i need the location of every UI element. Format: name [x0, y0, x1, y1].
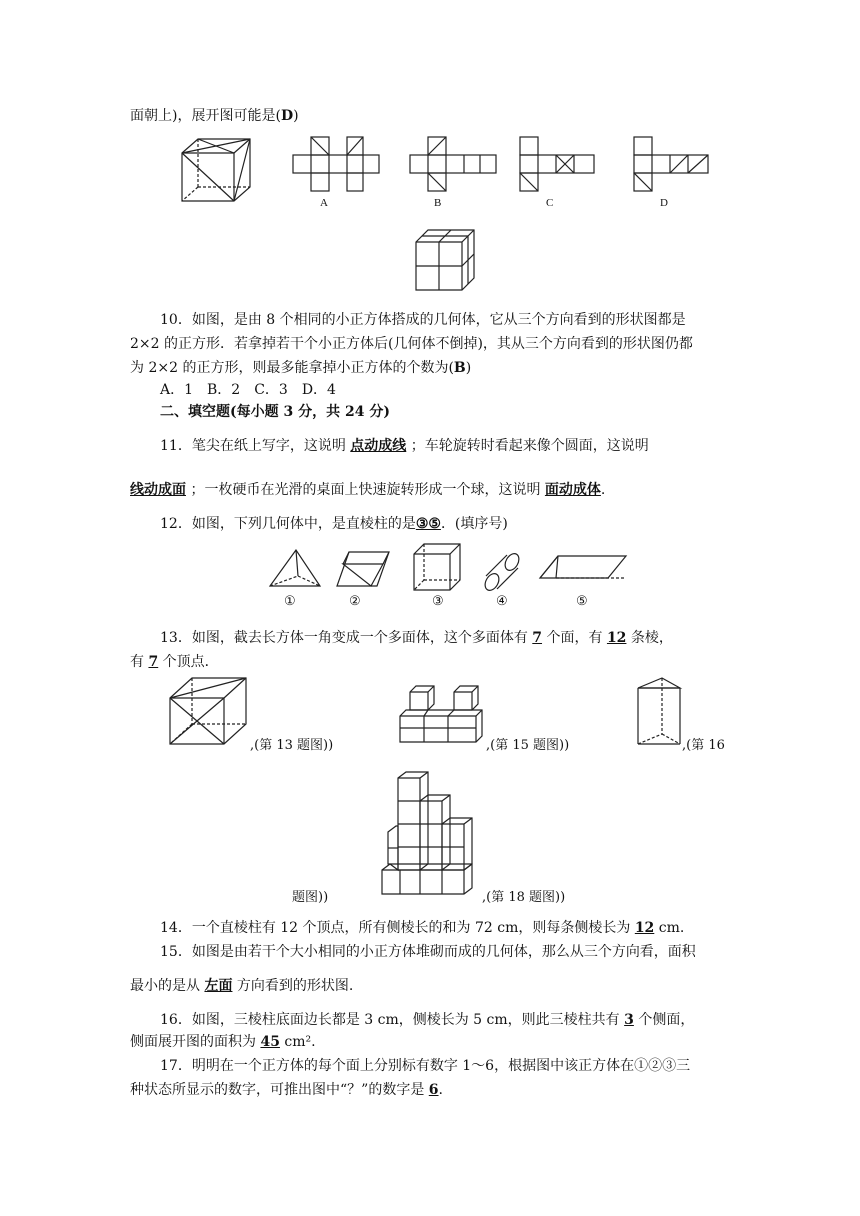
q16-line2 [130, 1032, 316, 1052]
q16-answer-area: 45 [260, 1034, 280, 1050]
q15-answer: 左面 [204, 978, 233, 994]
q10-answer: B [453, 360, 466, 376]
q11-mid2: ；一枚硬币在光滑的桌面上快速旋转形成一个球，这说明 [190, 482, 541, 498]
q12-label-4: ④ [496, 594, 508, 609]
q16-line2-pre: 侧面展开图的面积为 [130, 1034, 256, 1050]
q11-answer-2: 线动成面 [130, 482, 186, 498]
q9-cube-figure [178, 135, 258, 205]
q12-oblique-prism [333, 548, 393, 590]
q15-figure [398, 680, 488, 746]
q17-line2-pre: 种状态所显示的数字，可推出图中“？”的数字是 [130, 1082, 425, 1098]
q15-line1: 15．如图是由若干个大小相同的小正方体堆砌而成的几何体，那么从三个方向看，面积 [160, 944, 696, 960]
section2-heading: 二、填空题(每小题 3 分，共 24 分) [160, 404, 390, 420]
q18-caption: ,(第 18 题图)) [482, 890, 566, 905]
q15-line2-pre: 最小的是从 [130, 978, 200, 994]
q11-answer-3: 面动成体 [544, 482, 601, 498]
q9-answer: D [280, 108, 294, 124]
q16-line1 [160, 1010, 694, 1030]
q14-line [160, 918, 684, 938]
q9-net-b [408, 135, 498, 195]
q10-line1: 10．如图，是由 8 个相同的小正方体搭成的几何体，它从三个方向看到的形状图都是 [160, 312, 686, 328]
q15-line2 [130, 976, 353, 996]
q11-pre: 11．笔尖在纸上写字，这说明 [160, 438, 346, 454]
q12-post: ．(填序号) [440, 516, 508, 532]
q9-label-d: D [660, 197, 668, 209]
q11-end: . [600, 482, 606, 498]
q16-pre: 16．如图，三棱柱底面边长都是 3 cm，侧棱长为 5 cm，则此三棱柱共有 [160, 1012, 620, 1028]
q14-pre: 14．一个直棱柱有 12 个顶点，所有侧棱长的和为 72 cm，则每条侧棱长为 [160, 920, 631, 936]
q10-choices: A．1 B．2 C．3 D．4 [160, 382, 336, 398]
q12-label-1: ① [284, 594, 296, 609]
q9-tail-text: 面朝上)，展开图可能是( [130, 108, 281, 124]
q11-line2 [130, 480, 605, 500]
q17-line2 [130, 1080, 443, 1100]
q13-caption: ,(第 13 题图)) [250, 738, 334, 753]
q10-line3-pre: 为 2×2 的正方形，则最多能拿掉小正方体的个数为( [130, 360, 454, 376]
q16-caption-b: 题图)) [292, 890, 329, 905]
q13-line2-pre: 有 [130, 654, 144, 670]
q13-mid: 个面，有 [546, 630, 603, 646]
q14-post: cm. [658, 920, 685, 936]
q17-line1: 17．明明在一个正方体的每个面上分别标有数字 1～6，根据图中该正方体在①②③三 [160, 1058, 691, 1074]
q10-cube-figure [414, 228, 478, 294]
q12-cylinder [482, 552, 522, 592]
q10-line3 [130, 358, 471, 378]
q16-caption-a: ,(第 16 [682, 738, 725, 753]
q12-right-prism [412, 542, 464, 592]
q9-close: ) [293, 108, 299, 124]
q12-label-2: ② [349, 594, 361, 609]
q16-mid: 个侧面， [638, 1012, 695, 1028]
q11-answer-1: 点动成线 [350, 438, 407, 454]
q12-line [160, 514, 508, 534]
q13-line2-post: 个顶点． [162, 654, 219, 670]
q13-line1 [160, 628, 673, 648]
q16-line2-post: cm². [284, 1034, 316, 1050]
q9-net-d [632, 135, 712, 195]
q13-figure [166, 676, 250, 748]
q12-answer: ③⑤ [415, 516, 441, 532]
q9-net-c [518, 135, 598, 195]
q9-net-a [291, 135, 381, 195]
q9-label-b: B [434, 197, 442, 209]
q18-figure [380, 770, 480, 898]
q14-answer: 12 [634, 920, 655, 936]
q17-line2-post: . [438, 1082, 443, 1098]
q13-pre: 13．如图，截去长方体一角变成一个多面体，这个多面体有 [160, 630, 528, 646]
q13-mid2: 条棱， [630, 630, 673, 646]
q15-line2-post: 方向看到的形状图. [236, 978, 354, 994]
q11-line1 [160, 436, 649, 456]
q12-triangular-prism [538, 552, 630, 582]
q17-answer: 6 [428, 1082, 439, 1098]
q11-mid: ；车轮旋转时看起来像个圆面，这说明 [410, 438, 649, 454]
q12-label-5: ⑤ [576, 594, 588, 609]
q16-figure [636, 676, 684, 748]
q12-pyramid [268, 548, 324, 590]
q9-label-c: C [546, 197, 554, 209]
q10-line3-post: ) [465, 360, 472, 376]
q13-line2 [130, 652, 219, 672]
q15-caption: ,(第 15 题图)) [486, 738, 570, 753]
q9-label-a: A [320, 197, 328, 209]
q12-pre: 12．如图，下列几何体中，是直棱柱的是 [160, 516, 416, 532]
q12-label-3: ③ [432, 594, 444, 609]
q13-answer-vertices: 7 [148, 654, 159, 670]
q13-answer-edges: 12 [606, 630, 627, 646]
q9-tail-line [130, 106, 299, 126]
q13-answer-faces: 7 [532, 630, 543, 646]
q10-line2: 2×2 的正方形．若拿掉若干个小正方体后(几何体不倒掉)，其从三个方向看到的形状图仍都 [130, 336, 693, 352]
q16-answer-faces: 3 [624, 1012, 634, 1028]
